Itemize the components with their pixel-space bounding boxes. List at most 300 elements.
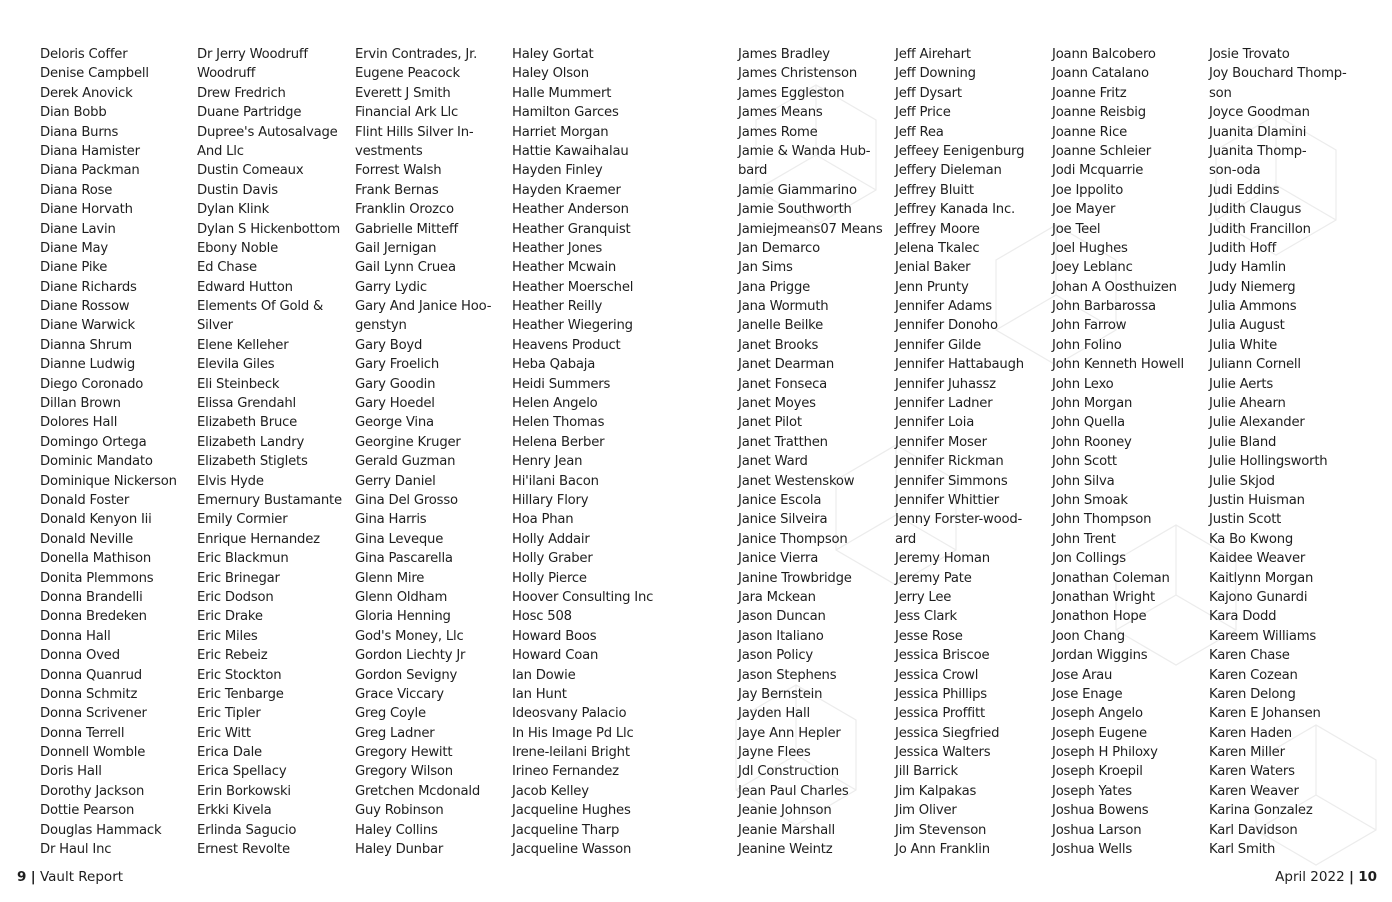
name-entry: Jeffrey Moore bbox=[895, 221, 980, 237]
name-entry: Jamie & Wanda Hub- bbox=[738, 143, 871, 159]
report-date: April 2022 bbox=[1275, 869, 1345, 885]
name-entry: Heather Moerschel bbox=[512, 279, 634, 295]
name-entry: Eric Tipler bbox=[197, 706, 261, 722]
name-entry: Diana Burns bbox=[40, 124, 119, 140]
name-entry: Heather Reilly bbox=[512, 299, 603, 315]
name-entry: Diane Warwick bbox=[40, 318, 135, 334]
name-entry: Donna Quanrud bbox=[40, 667, 142, 683]
name-entry: Jason Stephens bbox=[738, 667, 837, 683]
name-entry: Haley Gortat bbox=[512, 47, 594, 62]
name-entry: Karen Miller bbox=[1209, 745, 1285, 761]
name-entry: Janet Brooks bbox=[738, 337, 819, 353]
name-entry: Halle Mummert bbox=[512, 85, 612, 101]
name-entry: Jeremy Homan bbox=[895, 551, 990, 567]
name-entry: John Barbarossa bbox=[1052, 299, 1156, 315]
name-entry: Jay Bernstein bbox=[738, 686, 823, 702]
name-entry: Edward Hutton bbox=[197, 279, 293, 295]
name-entry: Haley Dunbar bbox=[355, 842, 444, 858]
name-entry: Emily Cormier bbox=[197, 512, 288, 528]
name-entry: Jeffrey Bluitt bbox=[895, 182, 974, 198]
name-entry: Donita Plemmons bbox=[40, 570, 154, 586]
name-entry: Flint Hills Silver In- bbox=[355, 124, 474, 140]
name-entry: Janet Westenskow bbox=[738, 473, 855, 489]
name-entry: Janet Tratthen bbox=[738, 434, 828, 450]
name-entry: Jerry Lee bbox=[895, 589, 952, 605]
name-entry: Jenny Forster-wood- bbox=[895, 512, 1023, 528]
name-entry: Janelle Beilke bbox=[738, 318, 824, 334]
name-entry: John Rooney bbox=[1052, 434, 1132, 450]
name-entry: Karina Gonzalez bbox=[1209, 803, 1313, 819]
name-entry: Dianna Shrum bbox=[40, 337, 132, 353]
name-entry: Jennifer Simmons bbox=[895, 473, 1008, 489]
name-entry: Eric Miles bbox=[197, 628, 258, 644]
name-entry: Drew Fredrich bbox=[197, 85, 286, 101]
name-entry: Jeff Airehart bbox=[895, 47, 971, 62]
name-entry: George Vina bbox=[355, 415, 434, 431]
footer-right bbox=[1275, 869, 1377, 885]
name-entry: John Thompson bbox=[1052, 512, 1152, 528]
name-entry: Jeanie Johnson bbox=[738, 803, 832, 819]
name-entry: Jennifer Hattabaugh bbox=[895, 357, 1024, 373]
name-entry: Dianne Ludwig bbox=[40, 357, 135, 373]
footer-separator: | bbox=[30, 869, 36, 885]
name-entry: Jeff Dysart bbox=[895, 85, 962, 101]
name-entry: Dustin Comeaux bbox=[197, 163, 304, 179]
name-entry: Kaitlynn Morgan bbox=[1209, 570, 1314, 586]
name-entry: Jayden Hall bbox=[738, 706, 810, 722]
name-entry: Julia Ammons bbox=[1209, 299, 1297, 315]
name-entry: Silver bbox=[197, 318, 233, 334]
name-entry: Jacob Kelley bbox=[512, 783, 589, 799]
name-entry: Janet Dearman bbox=[738, 357, 835, 373]
name-entry: Jennifer Donoho bbox=[895, 318, 998, 334]
name-column bbox=[355, 45, 491, 859]
name-entry: Jess Clark bbox=[895, 609, 957, 625]
name-entry: Jamie Giammarino bbox=[738, 182, 857, 198]
name-entry: Jason Duncan bbox=[738, 609, 826, 625]
name-entry: Karen Delong bbox=[1209, 686, 1296, 702]
name-entry: Erica Dale bbox=[197, 745, 262, 761]
name-entry: Jason Policy bbox=[738, 648, 813, 664]
name-entry: Dupree's Autosalvage bbox=[197, 124, 338, 140]
name-entry: Julie Skjod bbox=[1209, 473, 1275, 489]
name-entry: Gina Harris bbox=[355, 512, 427, 528]
name-entry: Gary And Janice Hoo- bbox=[355, 299, 492, 315]
name-entry: Doris Hall bbox=[40, 764, 102, 780]
name-entry: Dylan S Hickenbottom bbox=[197, 221, 340, 237]
name-entry: Dian Bobb bbox=[40, 105, 107, 121]
name-entry: Emernury Bustamante bbox=[197, 492, 342, 508]
name-entry: Jessica Phillips bbox=[895, 686, 987, 702]
name-entry: Holly Graber bbox=[512, 551, 593, 567]
name-entry: Janice Vierra bbox=[738, 551, 819, 567]
name-entry: Joanne Reisbig bbox=[1052, 105, 1146, 121]
name-entry: Joanne Rice bbox=[1052, 124, 1128, 140]
name-entry: genstyn bbox=[355, 318, 407, 334]
name-entry: Helena Berber bbox=[512, 434, 605, 450]
name-entry: Eric Drake bbox=[197, 609, 263, 625]
name-entry: Joel Hughes bbox=[1052, 240, 1128, 256]
name-entry: Janet Ward bbox=[738, 454, 808, 470]
name-entry: Jeremy Pate bbox=[895, 570, 972, 586]
name-entry: Jon Collings bbox=[1052, 551, 1126, 567]
name-entry: Joseph Kroepil bbox=[1052, 764, 1143, 780]
name-entry: James Rome bbox=[738, 124, 818, 140]
name-entry: Jacqueline Wasson bbox=[512, 842, 632, 858]
name-entry: Judith Hoff bbox=[1209, 240, 1277, 256]
name-entry: Julie Ahearn bbox=[1209, 396, 1286, 412]
name-entry: Joanne Schleier bbox=[1052, 143, 1152, 159]
name-entry: vestments bbox=[355, 143, 423, 159]
name-entry: Gloria Henning bbox=[355, 609, 451, 625]
name-entry: Donna Brandelli bbox=[40, 589, 143, 605]
name-entry: Jeff Downing bbox=[895, 66, 976, 82]
name-entry: Gina Pascarella bbox=[355, 551, 453, 567]
name-entry: Jeffeey Eenigenburg bbox=[895, 143, 1025, 159]
name-entry: Jayne Flees bbox=[738, 745, 811, 761]
name-entry: Julie Alexander bbox=[1209, 415, 1305, 431]
name-entry: Gerald Guzman bbox=[355, 454, 456, 470]
name-entry: Everett J Smith bbox=[355, 85, 451, 101]
name-entry: Karen Chase bbox=[1209, 648, 1290, 664]
name-entry: Jonathan Coleman bbox=[1052, 570, 1170, 586]
name-entry: Enrique Hernandez bbox=[197, 531, 320, 547]
name-entry: Gordon Liechty Jr bbox=[355, 648, 466, 664]
name-entry: Karen Weaver bbox=[1209, 783, 1299, 799]
footer-separator: | bbox=[1348, 869, 1354, 885]
name-entry: James Bradley bbox=[738, 47, 830, 62]
name-entry: Joseph Eugene bbox=[1052, 725, 1147, 741]
name-entry: Jordan Wiggins bbox=[1052, 648, 1148, 664]
name-entry: Douglas Hammack bbox=[40, 822, 162, 838]
name-entry: And Llc bbox=[197, 143, 244, 159]
name-entry: Diane Richards bbox=[40, 279, 137, 295]
name-entry: Financial Ark Llc bbox=[355, 105, 459, 121]
name-entry: John Folino bbox=[1052, 337, 1122, 353]
name-entry: Diana Rose bbox=[40, 182, 113, 198]
name-entry: Jessica Walters bbox=[895, 745, 991, 761]
name-entry: son-oda bbox=[1209, 163, 1261, 179]
name-entry: Jessica Proffitt bbox=[895, 706, 985, 722]
name-entry: Heather Wiegering bbox=[512, 318, 633, 334]
name-entry: Hoover Consulting Inc bbox=[512, 589, 654, 605]
name-entry: Jeffrey Kanada Inc. bbox=[895, 202, 1015, 218]
name-entry: Diane May bbox=[40, 240, 109, 256]
name-entry: Henry Jean bbox=[512, 454, 583, 470]
name-entry: Franklin Orozco bbox=[355, 202, 454, 218]
name-entry: Joe Ippolito bbox=[1052, 182, 1124, 198]
name-entry: Jill Barrick bbox=[895, 764, 958, 780]
name-entry: Diane Rossow bbox=[40, 299, 130, 315]
name-entry: Karen Waters bbox=[1209, 764, 1295, 780]
name-entry: In His Image Pd Llc bbox=[512, 725, 634, 741]
name-entry: Juliann Cornell bbox=[1209, 357, 1301, 373]
name-entry: Eli Steinbeck bbox=[197, 376, 280, 392]
name-entry: Jennifer Moser bbox=[895, 434, 987, 450]
name-entry: Joshua Wells bbox=[1052, 842, 1132, 858]
name-entry: Gabrielle Mitteff bbox=[355, 221, 458, 237]
footer-left bbox=[17, 869, 123, 885]
name-entry: Jenial Baker bbox=[895, 260, 971, 276]
name-entry: Joann Balcobero bbox=[1052, 47, 1156, 62]
name-entry: Jdl Construction bbox=[738, 764, 839, 780]
name-entry: Donald Kenyon Iii bbox=[40, 512, 152, 528]
name-entry: Jacqueline Tharp bbox=[512, 822, 620, 838]
name-entry: God's Money, Llc bbox=[355, 628, 464, 644]
name-entry: Joann Catalano bbox=[1052, 66, 1149, 82]
name-entry: Jodi Mcquarrie bbox=[1052, 163, 1144, 179]
name-entry: Dominique Nickerson bbox=[40, 473, 177, 489]
name-entry: Greg Coyle bbox=[355, 706, 426, 722]
name-entry: Diego Coronado bbox=[40, 376, 144, 392]
name-entry: Juanita Dlamini bbox=[1209, 124, 1307, 140]
name-entry: Donna Schmitz bbox=[40, 686, 138, 702]
name-entry: Jean Paul Charles bbox=[738, 783, 849, 799]
name-entry: Irene-leilani Bright bbox=[512, 745, 630, 761]
name-entry: Kaidee Weaver bbox=[1209, 551, 1306, 567]
name-entry: Eric Stockton bbox=[197, 667, 282, 683]
name-entry: Gary Froelich bbox=[355, 357, 439, 373]
name-entry: Eric Blackmun bbox=[197, 551, 289, 567]
name-entry: John Farrow bbox=[1052, 318, 1127, 334]
name-entry: Elissa Grendahl bbox=[197, 396, 296, 412]
name-entry: Julie Bland bbox=[1209, 434, 1277, 450]
name-entry: Glenn Mire bbox=[355, 570, 425, 586]
name-entry: Karen E Johansen bbox=[1209, 706, 1321, 722]
name-entry: Joy Bouchard Thomp- bbox=[1209, 66, 1347, 82]
name-entry: Julie Hollingsworth bbox=[1209, 454, 1328, 470]
name-entry: Karl Davidson bbox=[1209, 822, 1298, 838]
name-entry: Elizabeth Stiglets bbox=[197, 454, 308, 470]
name-entry: Jennifer Gilde bbox=[895, 337, 981, 353]
name-entry: Hattie Kawaihalau bbox=[512, 143, 629, 159]
name-entry: Josie Trovato bbox=[1209, 47, 1290, 62]
report-title: Vault Report bbox=[39, 869, 124, 885]
name-entry: Donald Neville bbox=[40, 531, 133, 547]
name-entry: Jeff Rea bbox=[895, 124, 944, 140]
name-entry: Domingo Ortega bbox=[40, 434, 147, 450]
name-entry: Eugene Peacock bbox=[355, 66, 460, 82]
name-entry: Irineo Fernandez bbox=[512, 764, 619, 780]
name-entry: Justin Huisman bbox=[1209, 492, 1305, 508]
name-entry: Janet Fonseca bbox=[738, 376, 828, 392]
name-entry: Gary Boyd bbox=[355, 337, 423, 353]
name-entry: Judith Francillon bbox=[1209, 221, 1311, 237]
name-entry: Jo Ann Franklin bbox=[895, 842, 990, 858]
name-entry: Erkki Kivela bbox=[197, 803, 272, 819]
name-entry: Julia White bbox=[1209, 337, 1277, 353]
name-entry: Jonathon Hope bbox=[1052, 609, 1147, 625]
name-entry: Jesse Rose bbox=[895, 628, 963, 644]
name-entry: Frank Bernas bbox=[355, 182, 439, 198]
name-entry: Hillary Flory bbox=[512, 492, 589, 508]
name-entry: Gregory Wilson bbox=[355, 764, 453, 780]
name-entry: Karl Smith bbox=[1209, 842, 1276, 858]
name-entry: Helen Angelo bbox=[512, 396, 598, 412]
name-entry: Jessica Siegfried bbox=[895, 725, 1000, 741]
name-entry: Joseph Yates bbox=[1052, 783, 1132, 799]
name-entry: Jelena Tkalec bbox=[895, 240, 980, 256]
name-entry: Kara Dodd bbox=[1209, 609, 1277, 625]
name-entry: Justin Scott bbox=[1209, 512, 1282, 528]
name-entry: Ian Dowie bbox=[512, 667, 576, 683]
name-entry: Harriet Morgan bbox=[512, 124, 609, 140]
name-entry: James Christenson bbox=[738, 66, 858, 82]
name-entry: Greg Ladner bbox=[355, 725, 435, 741]
name-entry: Joon Chang bbox=[1052, 628, 1125, 644]
name-column bbox=[1052, 45, 1184, 859]
name-entry: Duane Partridge bbox=[197, 105, 302, 121]
name-entry: Jeff Price bbox=[895, 105, 951, 121]
name-entry: Heather Granquist bbox=[512, 221, 631, 237]
name-entry: Jan Demarco bbox=[738, 240, 820, 256]
name-entry: Jennifer Adams bbox=[895, 299, 992, 315]
name-entry: Julia August bbox=[1209, 318, 1285, 334]
name-column bbox=[512, 45, 653, 859]
name-entry: Heavens Product bbox=[512, 337, 621, 353]
name-entry: John Morgan bbox=[1052, 396, 1133, 412]
name-entry: Forrest Walsh bbox=[355, 163, 442, 179]
name-entry: Gregory Hewitt bbox=[355, 745, 453, 761]
name-entry: Holly Addair bbox=[512, 531, 590, 547]
name-entry: Gail Lynn Cruea bbox=[355, 260, 456, 276]
name-entry: Judi Eddins bbox=[1209, 182, 1280, 198]
name-entry: Jim Stevenson bbox=[895, 822, 987, 838]
name-entry: Ebony Noble bbox=[197, 240, 279, 256]
name-entry: Elizabeth Bruce bbox=[197, 415, 298, 431]
name-entry: Elene Kelleher bbox=[197, 337, 289, 353]
name-entry: Eric Tenbarge bbox=[197, 686, 284, 702]
name-entry: Ed Chase bbox=[197, 260, 257, 276]
name-entry: Diana Packman bbox=[40, 163, 140, 179]
name-entry: Jeanie Marshall bbox=[738, 822, 835, 838]
name-entry: Erica Spellacy bbox=[197, 764, 287, 780]
name-entry: Joyce Goodman bbox=[1209, 105, 1310, 121]
name-entry: son bbox=[1209, 85, 1232, 101]
name-entry: Hayden Kraemer bbox=[512, 182, 621, 198]
name-entry: Donella Mathison bbox=[40, 551, 152, 567]
name-entry: Joshua Larson bbox=[1052, 822, 1142, 838]
page-number-right: 10 bbox=[1358, 869, 1377, 885]
name-entry: Jessica Crowl bbox=[895, 667, 979, 683]
name-entry: Gail Jernigan bbox=[355, 240, 437, 256]
name-entry: Janice Escola bbox=[738, 492, 822, 508]
name-entry: Diane Pike bbox=[40, 260, 108, 276]
name-entry: Ideosvany Palacio bbox=[512, 706, 627, 722]
name-entry: Elevila Giles bbox=[197, 357, 275, 373]
name-entry: Jim Oliver bbox=[895, 803, 957, 819]
name-entry: Elements Of Gold & bbox=[197, 299, 324, 315]
name-column bbox=[40, 45, 177, 859]
name-entry: Grace Viccary bbox=[355, 686, 444, 702]
name-entry: Heather Jones bbox=[512, 240, 603, 256]
name-entry: Karen Haden bbox=[1209, 725, 1292, 741]
name-entry: Joe Teel bbox=[1052, 221, 1101, 237]
name-entry: Ka Bo Kwong bbox=[1209, 531, 1294, 547]
name-entry: Janine Trowbridge bbox=[738, 570, 852, 586]
name-entry: Gretchen Mcdonald bbox=[355, 783, 481, 799]
name-entry: ard bbox=[895, 531, 917, 547]
name-entry: bard bbox=[738, 163, 768, 179]
name-entry: Karen Cozean bbox=[1209, 667, 1298, 683]
name-entry: John Scott bbox=[1052, 454, 1117, 470]
name-entry: Ervin Contrades, Jr. bbox=[355, 47, 478, 62]
name-entry: Jamiejmeans07 Means bbox=[738, 221, 883, 237]
name-entry: Dominic Mandato bbox=[40, 454, 153, 470]
name-entry: Jeffery Dieleman bbox=[895, 163, 1002, 179]
name-entry: Joey Leblanc bbox=[1052, 260, 1133, 276]
name-entry: John Smoak bbox=[1052, 492, 1128, 508]
name-entry: Donna Hall bbox=[40, 628, 111, 644]
name-entry: Diane Horvath bbox=[40, 202, 133, 218]
name-entry: Donna Scrivener bbox=[40, 706, 147, 722]
name-entry: Dorothy Jackson bbox=[40, 783, 145, 799]
name-entry: John Trent bbox=[1052, 531, 1116, 547]
name-entry: Haley Collins bbox=[355, 822, 438, 838]
name-entry: Haley Olson bbox=[512, 66, 589, 82]
name-entry: Janet Moyes bbox=[738, 396, 816, 412]
name-entry: Jeanine Weintz bbox=[738, 842, 833, 858]
name-column bbox=[197, 45, 342, 859]
name-entry: Ian Hunt bbox=[512, 686, 567, 702]
name-entry: Jennifer Rickman bbox=[895, 454, 1004, 470]
name-entry: John Quella bbox=[1052, 415, 1125, 431]
name-column bbox=[895, 45, 1024, 859]
name-entry: Jennifer Juhassz bbox=[895, 376, 996, 392]
name-entry: Ernest Revolte bbox=[197, 842, 290, 858]
name-entry: Guy Robinson bbox=[355, 803, 444, 819]
name-column bbox=[1209, 45, 1347, 859]
name-entry: Howard Boos bbox=[512, 628, 597, 644]
name-entry: Janice Silveira bbox=[738, 512, 828, 528]
name-entry: Erin Borkowski bbox=[197, 783, 291, 799]
name-entry: Helen Thomas bbox=[512, 415, 605, 431]
name-entry: Jonathan Wright bbox=[1052, 589, 1155, 605]
name-entry: Joshua Bowens bbox=[1052, 803, 1149, 819]
name-entry: Elvis Hyde bbox=[197, 473, 264, 489]
name-entry: Heather Mcwain bbox=[512, 260, 617, 276]
name-entry: John Lexo bbox=[1052, 376, 1114, 392]
name-entry: Janice Thompson bbox=[738, 531, 848, 547]
page-number-left: 9 bbox=[17, 869, 27, 885]
name-entry: James Means bbox=[738, 105, 823, 121]
name-entry: Dillan Brown bbox=[40, 396, 121, 412]
name-entry: Hi'ilani Bacon bbox=[512, 473, 599, 489]
name-entry: Heidi Summers bbox=[512, 376, 611, 392]
name-entry: Dolores Hall bbox=[40, 415, 118, 431]
name-entry: Denise Campbell bbox=[40, 66, 149, 82]
name-entry: Heba Qabaja bbox=[512, 357, 596, 373]
name-entry: Jason Italiano bbox=[738, 628, 824, 644]
name-entry: Garry Lydic bbox=[355, 279, 427, 295]
name-entry: Elizabeth Landry bbox=[197, 434, 305, 450]
name-entry: Donna Bredeken bbox=[40, 609, 147, 625]
name-entry: Hosc 508 bbox=[512, 609, 572, 625]
name-entry: Judith Claugus bbox=[1209, 202, 1302, 218]
name-entry: Juanita Thomp- bbox=[1209, 143, 1307, 159]
name-entry: Deloris Coffer bbox=[40, 47, 128, 62]
name-entry: Hamilton Garces bbox=[512, 105, 619, 121]
name-entry: Jennifer Loia bbox=[895, 415, 975, 431]
name-entry: Eric Rebeiz bbox=[197, 648, 268, 664]
name-entry: Jara Mckean bbox=[738, 589, 816, 605]
name-entry: Howard Coan bbox=[512, 648, 599, 664]
name-entry: Donald Foster bbox=[40, 492, 130, 508]
name-entry: Hoa Phan bbox=[512, 512, 574, 528]
name-entry: Judy Hamlin bbox=[1209, 260, 1286, 276]
name-entry: Jennifer Ladner bbox=[895, 396, 993, 412]
name-entry: Jose Enage bbox=[1052, 686, 1123, 702]
